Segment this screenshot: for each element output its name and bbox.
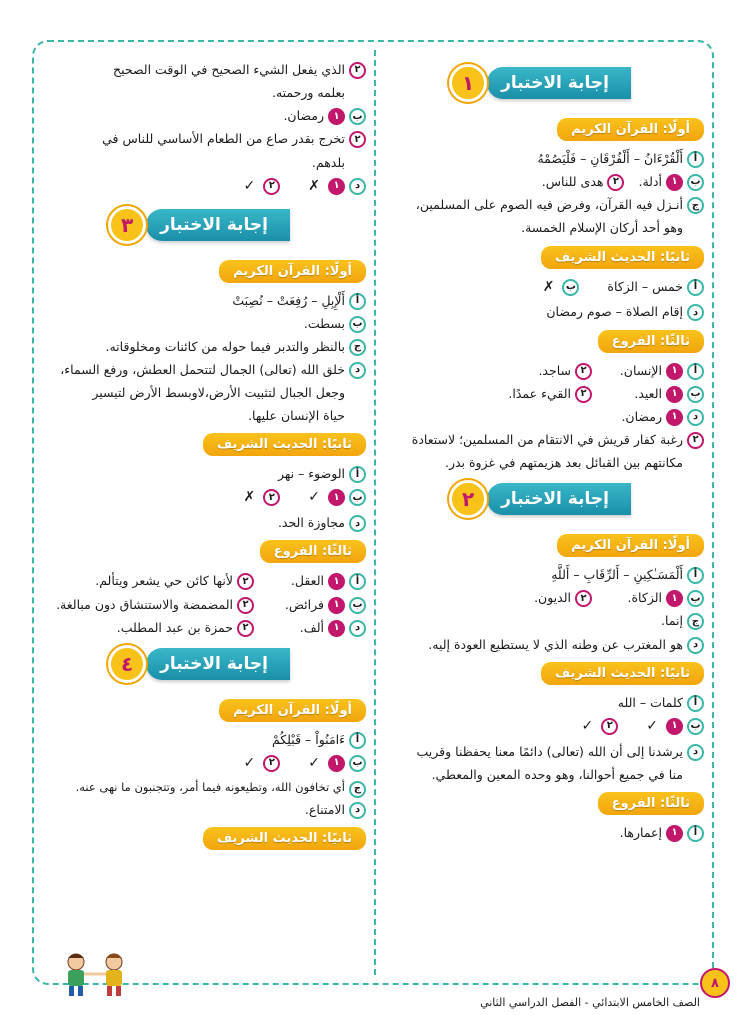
list-item: [384, 714, 704, 740]
item-marker: د: [687, 744, 704, 761]
list-item: [40, 335, 366, 358]
item-marker: ٢: [607, 174, 624, 191]
list-item: [384, 821, 704, 844]
answer-text: رمضان.: [283, 108, 324, 124]
list-item: [384, 147, 704, 170]
answer-mark: ✗: [542, 278, 555, 295]
answer-mark: ✓: [308, 489, 320, 506]
answer-text: إعمارها.: [619, 824, 662, 840]
answer-text: الإنسان.: [619, 362, 662, 378]
item-marker: أ: [687, 825, 704, 842]
answer-text: هو المغترب عن وطنه الذي لا يستطيع العودة إليه.: [428, 636, 683, 652]
answer-text: القيء عمدًا.: [508, 385, 571, 401]
list-item: [384, 359, 704, 382]
list-item: [384, 586, 704, 609]
item-marker: ١: [328, 573, 345, 590]
exam1-title: إجابة الاختبار: [487, 67, 631, 99]
item-marker: د: [349, 515, 366, 532]
item-marker: ٢: [263, 489, 280, 506]
list-item: [384, 170, 704, 193]
item-marker: ب: [687, 718, 704, 735]
list-item: [40, 358, 366, 427]
answer-text: بالنظر والتدبر فيما حوله من كائنات ومخلوقاته.: [105, 338, 345, 354]
answer-text: خمس – الزكاة: [607, 278, 683, 294]
item-marker: د: [687, 304, 704, 321]
list-item: [384, 193, 704, 239]
item-marker: ب: [687, 386, 704, 403]
item-marker: أ: [349, 573, 366, 590]
answer-text: إقام الصلاة – صوم رمضان: [546, 304, 683, 320]
page-number: ٨: [700, 968, 730, 998]
item-marker: ١: [328, 620, 345, 637]
answer-text: الذي يفعل الشيء الصحيح في الوقت الصحيح بعلمه ورحمته.: [113, 62, 345, 101]
list-item: [40, 127, 366, 173]
item-marker: ب: [687, 174, 704, 191]
item-marker: ٢: [237, 597, 254, 614]
exam1-furu-title: ثالثًا: الفروع: [598, 330, 704, 353]
item-marker: ج: [349, 781, 366, 798]
list-item: [384, 300, 704, 323]
answer-mark: ✗: [243, 489, 256, 506]
right-column: [384, 58, 704, 844]
answer-text: أدلة.: [638, 174, 662, 190]
item-marker: د: [349, 362, 366, 379]
list-item: [384, 428, 704, 474]
item-marker: ٢: [687, 432, 704, 449]
answer-text: مجاوزة الحد.: [277, 515, 345, 531]
list-item: [40, 569, 366, 592]
list-item: [384, 691, 704, 714]
answer-text: إنما.: [661, 613, 683, 629]
item-marker: ب: [349, 755, 366, 772]
exam3-furu-title: ثالثًا: الفروع: [260, 540, 366, 563]
list-item: [40, 728, 366, 751]
answer-text: ألف.: [299, 619, 324, 635]
item-marker: ٢: [237, 620, 254, 637]
item-marker: ٢: [263, 178, 280, 195]
answer-text: الامتناع.: [304, 802, 345, 818]
footer-text: الصف الخامس الابتدائي - الفصل الدراسي الثاني: [480, 996, 700, 1009]
answer-text: أَلْقُرْءَانُ – أَلْفُرْقَانِ – فَلْيَصُمْهُ: [537, 151, 683, 166]
exam2-banner: [384, 480, 704, 518]
item-marker: ٢: [349, 62, 366, 79]
item-marker: ١: [328, 178, 345, 195]
list-item: [40, 174, 366, 200]
item-marker: ١: [666, 386, 683, 403]
exam2-hadith-title: ثانيًا: الحديث الشريف: [541, 662, 704, 685]
item-marker: ب: [687, 590, 704, 607]
answer-text: خلق الله (تعالى) الجمال لتتحمل العطش، ورفع السماء، وجعل الجبال لتثبيت الأرض،لاوبسط الأرض لتيسير حياة الإنسان عليها.: [60, 361, 345, 424]
exam2-number: ٢: [449, 480, 487, 518]
exam4-hadith-title: ثانيًا: الحديث الشريف: [203, 827, 366, 850]
item-marker: أ: [349, 293, 366, 310]
answer-text: حمزة بن عبد المطلب.: [116, 619, 233, 635]
list-item: [40, 593, 366, 616]
answer-text: العقل.: [290, 573, 324, 589]
exam4-title: إجابة الاختبار: [146, 648, 290, 680]
list-item: [384, 609, 704, 632]
answer-text: كلمات – الله: [617, 694, 683, 710]
list-item: [40, 462, 366, 485]
item-marker: ١: [666, 363, 683, 380]
answer-mark: ✓: [308, 754, 320, 771]
answer-text: يرشدنا إلى أن الله (تعالى) دائمًا معنا يحفظنا وقريب منا في جميع أحوالنا، وهو وحده المعين والمعطي.: [416, 743, 683, 782]
item-marker: د: [349, 620, 366, 637]
list-item: [384, 275, 704, 301]
list-item: [40, 312, 366, 335]
item-marker: ١: [328, 108, 345, 125]
item-marker: ١: [328, 755, 345, 772]
exam1-banner: [384, 64, 704, 102]
item-marker: أ: [687, 567, 704, 584]
answer-text: العيد.: [634, 385, 662, 401]
item-marker: ٢: [601, 718, 618, 735]
item-marker: ٢: [575, 386, 592, 403]
answer-text: رغبة كفار قريش في الانتقام من المسلمين؛ لاستعادة مكانتهم بين القبائل بعد هزيمتهم في غزوة بدر.: [411, 431, 683, 471]
list-item: [40, 289, 366, 312]
item-marker: أ: [349, 732, 366, 749]
exam1-number: ١: [449, 64, 487, 102]
answer-text: الديون.: [534, 590, 571, 606]
exam3-banner: [40, 206, 366, 244]
item-marker: ١: [666, 718, 683, 735]
item-marker: أ: [687, 695, 704, 712]
answer-text: أنـزل فيه القرآن، وفرض فيه الصوم على المسلمين، وهو أحد أركان الإسلام الخمسة.: [415, 197, 683, 236]
exam2-furu-title: ثالثًا: الفروع: [598, 792, 704, 815]
exam2-title: إجابة الاختبار: [487, 483, 631, 515]
item-marker: ٢: [263, 755, 280, 772]
item-marker: ج: [687, 197, 704, 214]
answer-text: الوضوء – نهر: [277, 466, 345, 482]
item-marker: أ: [349, 466, 366, 483]
answer-text: هدى للناس.: [541, 174, 604, 190]
item-marker: ٢: [349, 131, 366, 148]
list-item: [40, 798, 366, 821]
item-marker: أ: [687, 279, 704, 296]
item-marker: ١: [666, 590, 683, 607]
exam3-hadith-title: ثانيًا: الحديث الشريف: [203, 433, 366, 456]
item-marker: ١: [328, 597, 345, 614]
answer-text: ساجد.: [538, 362, 571, 378]
list-item: [384, 382, 704, 405]
list-item: [40, 104, 366, 127]
item-marker: ٢: [575, 363, 592, 380]
item-marker: ب: [562, 279, 579, 296]
item-marker: أ: [687, 363, 704, 380]
item-marker: ب: [349, 316, 366, 333]
exam1-quran-title: أولًا: القرآن الكريم: [557, 118, 704, 141]
answer-text: أَلْإِبِلِ – رُفِعَتْ – نُصِبَتْ: [232, 292, 345, 308]
item-marker: ٢: [575, 590, 592, 607]
item-marker: ١: [666, 825, 683, 842]
list-item: [384, 633, 704, 656]
item-marker: ١: [666, 409, 683, 426]
item-marker: د: [687, 637, 704, 654]
item-marker: أ: [687, 151, 704, 168]
left-column: [40, 58, 366, 856]
item-marker: ١: [328, 489, 345, 506]
item-marker: د: [349, 802, 366, 819]
item-marker: د: [687, 409, 704, 426]
item-marker: ج: [687, 613, 704, 630]
list-item: [40, 58, 366, 104]
item-marker: ١: [666, 174, 683, 191]
item-marker: ٢: [237, 573, 254, 590]
answer-mark: ✓: [646, 717, 658, 734]
exam3-number: ٣: [108, 206, 146, 244]
item-marker: ب: [349, 489, 366, 506]
column-divider: [374, 50, 376, 975]
list-item: [40, 777, 366, 798]
answer-mark: ✓: [243, 754, 256, 771]
list-item: [384, 405, 704, 428]
exam4-number: ٤: [108, 645, 146, 683]
answer-text: رمضان.: [621, 408, 662, 424]
answer-text: لأنها كائن حي يشعر ويتألم.: [95, 573, 233, 589]
list-item: [40, 511, 366, 534]
exam3-quran-title: أولًا: القرآن الكريم: [219, 260, 366, 283]
exam1-hadith-title: ثانيًا: الحديث الشريف: [541, 246, 704, 269]
answer-text: تخرج بقدر صاع من الطعام الأساسي للناس في بلدهم.: [102, 131, 345, 170]
exam4-banner: [40, 645, 366, 683]
answer-text: بسطت.: [303, 315, 345, 331]
list-item: [384, 740, 704, 786]
answer-text: المضمضة والاستنشاق دون مبالغة.: [56, 596, 233, 612]
item-marker: ب: [349, 108, 366, 125]
answer-mark: ✓: [243, 177, 256, 194]
item-marker: د: [349, 178, 366, 195]
answer-text: فرائض.: [284, 596, 324, 612]
item-marker: ب: [349, 597, 366, 614]
answer-text: أي تخافون الله، وتطيعونه فيما أمر، وتتجنبون ما نهى عنه.: [75, 779, 345, 794]
exam3-title: إجابة الاختبار: [146, 209, 290, 241]
list-item: [40, 751, 366, 777]
answer-mark: ✓: [581, 717, 594, 734]
answer-text: أَلْمَسَـٰكِينِ – أَلرِّقَابِ – أَللَّهِ: [551, 567, 683, 583]
exam2-quran-title: أولًا: القرآن الكريم: [557, 534, 704, 557]
list-item: [40, 616, 366, 639]
list-item: [384, 563, 704, 586]
item-marker: ج: [349, 339, 366, 356]
list-item: [40, 485, 366, 511]
footer: [0, 990, 750, 1015]
answer-text: ءَامَنُواْ – قَبْلِكُمْ: [271, 731, 345, 747]
exam4-quran-title: أولًا: القرآن الكريم: [219, 699, 366, 722]
answer-text: الزكاة.: [627, 590, 662, 606]
answer-mark: ✗: [308, 177, 320, 194]
